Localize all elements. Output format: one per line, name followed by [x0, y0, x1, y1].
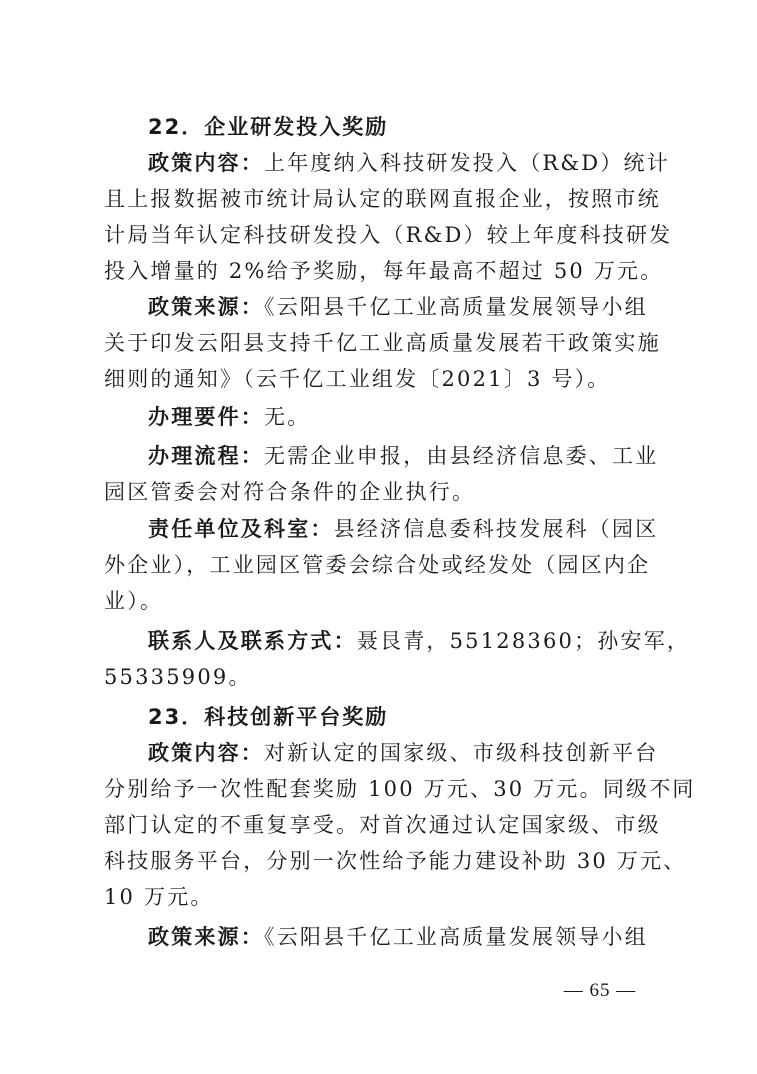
section-23-policy-content-line-2: 分别给予一次性配套奖励 100 万元、30 万元。同级不同 [104, 777, 696, 801]
section-22-policy-content-line-2: 且上报数据被市统计局认定的联网直报企业，按照市统 [104, 187, 661, 211]
section-22-policy-content-line-4: 投入增量的 2%给予奖励，每年最高不超过 50 万元。 [104, 259, 664, 283]
section-22-contact-line-1: 联系人及联系方式：聂艮青，55128360；孙安军， [148, 629, 691, 653]
section-22-responsible-line-2: 外企业），工业园区管委会综合处或经发处（园区内企 [104, 553, 651, 577]
section-23-policy-source-line-1: 政策来源：《云阳县千亿工业高质量发展领导小组 [148, 925, 648, 949]
contact-label: 联系人及联系方式： [148, 629, 357, 653]
requirements-label: 办理要件： [148, 405, 264, 429]
page-number: — 65 — [563, 980, 637, 1001]
policy-content-label: 政策内容： [148, 741, 264, 765]
section-22-contact-line-2: 55335909。 [104, 665, 252, 689]
section-23-policy-content-line-4: 科技服务平台，分别一次性给予能力建设补助 30 万元、 [104, 849, 687, 873]
section-23-policy-content-line-1: 政策内容：对新认定的国家级、市级科技创新平台 [148, 741, 659, 765]
policy-source-label: 政策来源： [148, 295, 264, 319]
responsible-label: 责任单位及科室： [148, 517, 334, 541]
section-22-policy-content-line-3: 计局当年认定科技研发投入（R&D）较上年度科技研发 [104, 223, 673, 247]
section-22-policy-source-line-1: 政策来源：《云阳县千亿工业高质量发展领导小组 [148, 295, 648, 319]
section-22-process-line-1: 办理流程：无需企业申报，由县经济信息委、工业 [148, 444, 659, 468]
section-23-heading: 23．科技创新平台奖励 [148, 705, 389, 729]
section-23-policy-content-line-5: 10 万元。 [104, 885, 214, 909]
process-label: 办理流程： [148, 444, 264, 468]
section-22-policy-content-line-1: 政策内容：上年度纳入科技研发投入（R&D）统计 [148, 151, 670, 175]
section-22-process-line-2: 园区管委会对符合条件的企业执行。 [104, 480, 476, 504]
policy-source-label: 政策来源： [148, 925, 264, 949]
section-23-policy-content-line-3: 部门认定的不重复享受。对首次通过认定国家级、市级 [104, 813, 661, 837]
policy-content-label: 政策内容： [148, 151, 264, 175]
section-22-responsible-line-3: 业）。 [104, 589, 164, 613]
section-22-heading: 22．企业研发投入奖励 [148, 115, 389, 139]
section-22-responsible-line-1: 责任单位及科室：县经济信息委科技发展科（园区 [148, 517, 659, 541]
section-22-policy-source-line-2: 关于印发云阳县支持千亿工业高质量发展若干政策实施 [104, 331, 661, 355]
section-22-requirements: 办理要件：无。 [148, 405, 311, 429]
section-22-policy-source-line-3: 细则的通知》（云千亿工业组发〔2021〕3 号）。 [104, 367, 611, 391]
